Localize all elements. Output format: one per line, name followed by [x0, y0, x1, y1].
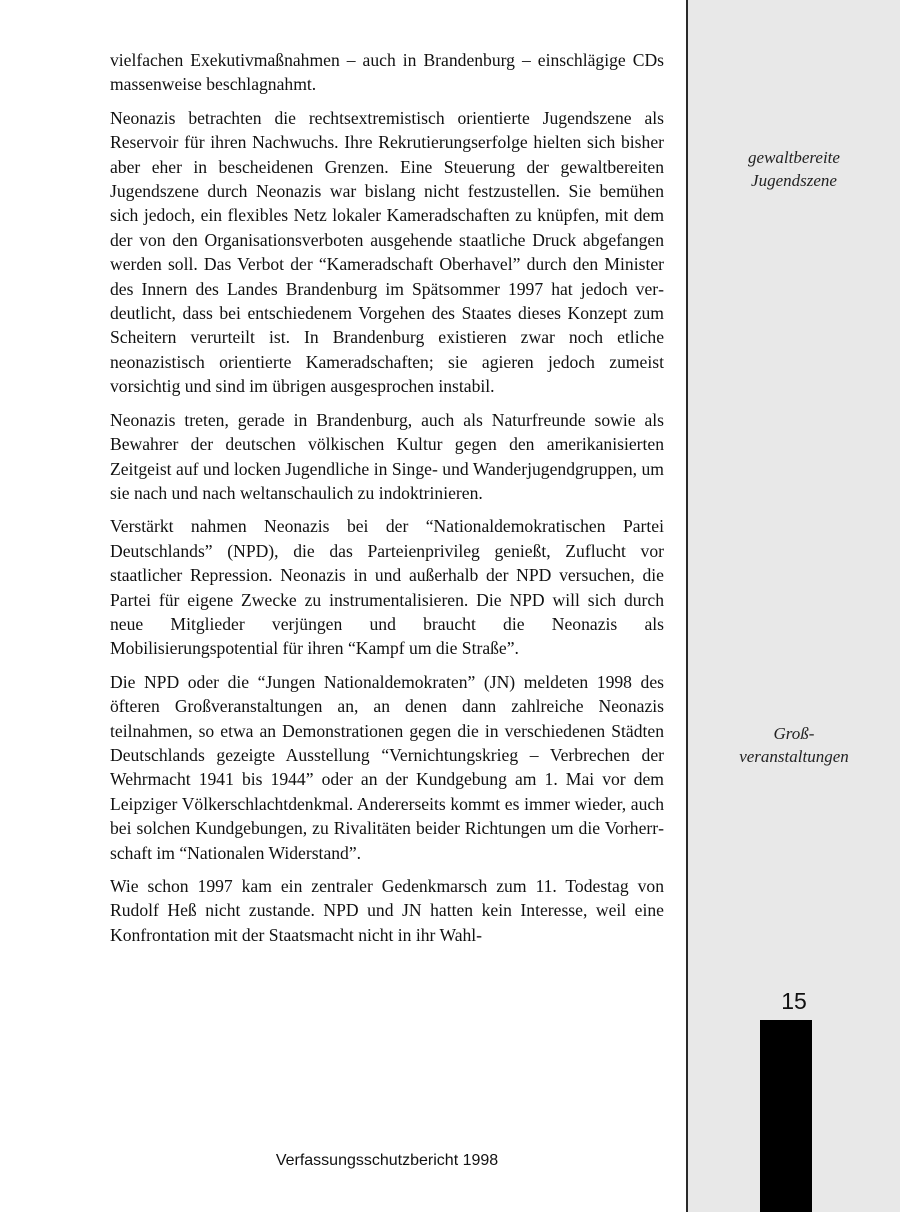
paragraph-1: vielfachen Exekutivmaßnahmen – auch in Brandenburg – einschlägige CDs massenweise beschlagnahmt.	[110, 50, 664, 95]
paragraph-6: Wie schon 1997 kam ein zentraler Gedenkmarsch zum 11. Todestag von Rudolf Heß nicht zustande. NPD und JN hatten kein Interesse, weil eine Konfrontation mit der Staatsmacht nicht in ihr Wahl-	[110, 876, 664, 945]
thumb-index-tab	[760, 1020, 812, 1212]
margin-note-gewaltbereite-jugendszene	[688, 146, 900, 192]
paragraph-4: Verstärkt nahmen Neonazis bei der “Nationaldemokratischen Partei Deutschlands” (NPD), die das Parteienprivileg genießt, Zuflucht vor staatlicher Repression. Neonazis in und außerhalb der NPD versuchen, die Partei für eigene Zwecke zu instrumentalisieren. Die NPD will sich durch neue Mitglieder verjüngen und braucht die Neonazis als Mobilisierungspotential für ihren “Kampf um die Straße”.	[110, 516, 664, 659]
body-text	[110, 48, 664, 956]
page-number: 15	[781, 988, 807, 1014]
paragraph-5: Die NPD oder die “Jungen Nationaldemokraten” (JN) meldeten 1998 des öfteren Großveranstaltungen an, an denen dann zahlreiche Neonazis teilnahmen, so etwa an Demonstrationen gegen die in verschiedenen Städten Deutschlands gezeigte Ausstellung “Vernichtungskrieg – Verbrechen der Wehrmacht 1941 bis 1944” oder an der Kundgebung am 1. Mai vor dem Leipziger Völkerschlachtdenkmal. Andererseits kommt es immer wieder, auch bei solchen Kundgebungen, zu Rivalitäten beider Richtungen um die Vorherrschaft im “Nationalen Widerstand”.	[110, 671, 664, 863]
margin-note-2-line-2: veranstaltungen	[739, 747, 849, 766]
running-footer: Verfassungsschutzbericht 1998	[275, 1152, 499, 1169]
margin-sidebar	[686, 0, 900, 1212]
margin-note-1-line-1: gewaltbereite	[748, 148, 840, 167]
margin-note-1-line-2: Jugendszene	[751, 171, 837, 190]
paragraph-3: Neonazis treten, gerade in Brandenburg, auch als Naturfreunde sowie als Bewahrer der deutschen völkischen Kultur gegen den amerikanisierten Zeitgeist auf und locken Jugendliche in Singe- und Wanderjugendgruppen, um sie nach und nach weltanschaulich zu indoktrinieren.	[110, 409, 664, 503]
margin-note-grossveranstaltungen	[688, 722, 900, 768]
paragraph-2: Neonazis betrachten die rechtsextremistisch orientierte Jugendszene als Reservoir für ihren Nachwuchs. Ihre Rekrutierungserfolge hielten sich bisher aber eher in bescheidenen Grenzen. Eine Steuerung der gewaltbereiten Jugendszene durch Neonazis war bislang nicht festzustellen. Sie bemühen sich jedoch, ein flexibles Netz lokaler Kameradschaften zu knüpfen, mit dem der von den Organisationsverboten ausgehende staatliche Druck abgefangen werden soll. Das Verbot der “Kameradschaft Oberhavel” durch den Minister des Innern des Landes Brandenburg im Spätsommer 1997 hat jedoch verdeutlicht, dass bei entschiedenem Vorgehen des Staates dieses Konzept zum Scheitern verurteilt ist. In Brandenburg existieren zwar noch etliche neonazistisch orientierte Kameradschaften; sie agieren jedoch zumeist vorsichtig und sind im übrigen ausgesprochen instabil.	[110, 107, 664, 397]
margin-note-2-line-1: Groß-	[773, 724, 815, 743]
